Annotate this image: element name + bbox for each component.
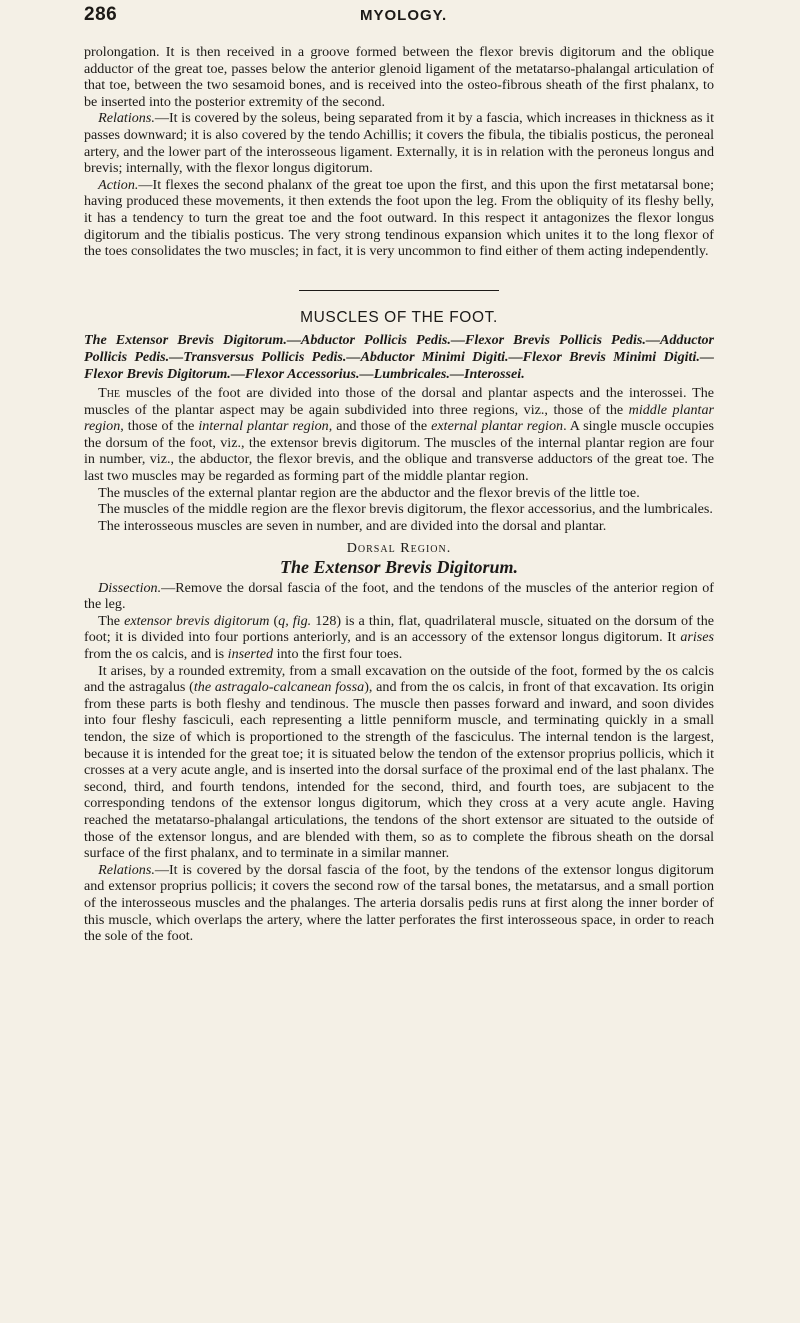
emphasis-text: the astragalo-calcanean fossa	[193, 679, 365, 696]
emphasis-text: middle plantar region	[84, 401, 714, 435]
paragraph-text: prolongation. It is then received in a groove formed between the flexor brevis digitorum and the oblique adductor of the great toe, passes below the anterior glenoid ligament of the metatarso-phalangal articulation of that toe, between the two sesamoid bones, and is received into the osteo-fibrous sheath of the first phalanx, to be inserted into the posterior extremity of the second.	[84, 44, 714, 110]
section-summary: The Extensor Brevis Digitorum.—Abductor Pollicis Pedis.—Flexor Brevis Pollicis Pedis.—Adductor Pollicis Pedis.—Transversus Pollicis Pedis.—Abductor Minimi Digiti.—Flexor Brevis Minimi Digiti.—Flexor Brevis Digitorum.—Flexor Accessorius.—Lumbricales.—Interossei.	[84, 332, 714, 382]
run-in-heading: Action.	[98, 176, 139, 193]
paragraph-description	[84, 613, 714, 663]
paragraph-text: —Remove the dorsal fascia of the foot, and the tendons of the muscles of the anterior region of the leg.	[84, 579, 714, 613]
paragraph-origin	[84, 663, 714, 862]
paragraph-text: , those of the	[120, 418, 199, 435]
paragraph-text: —It is covered by the soleus, being separated from it by a fascia, which increases in thickness as it passes downward; it is also covered by the tendo Achillis; it covers the fibula, the tibialis posticus, the peroneal artery, and the lower part of the interosseous ligament. Externally, it is in relation with the peroneus longus and brevis; internally, with the flexor longus digitorum.	[84, 110, 714, 177]
muscle-title: The Extensor Brevis Digitorum.	[279, 557, 519, 578]
paragraph-dorsal-relations	[84, 862, 714, 945]
paragraph-text: into the first four toes.	[273, 646, 403, 662]
horizontal-rule	[299, 290, 499, 291]
page-header	[84, 4, 712, 30]
paragraph-text: (	[269, 612, 279, 629]
emphasis-text: arises	[680, 629, 714, 646]
section-divider	[84, 260, 714, 306]
paragraph-intro	[84, 385, 714, 485]
run-in-heading: Dissection.	[98, 579, 162, 596]
paragraph-prolongation	[84, 44, 714, 110]
run-in-heading: Relations.	[98, 861, 155, 878]
paragraph-text: The muscles of the external plantar region are the abductor and the flexor brevis of the little toe.	[98, 484, 640, 501]
figure-reference: q, fig.	[278, 612, 312, 629]
paragraph-middle-region	[84, 501, 714, 518]
section-title: MUSCLES OF THE FOOT.	[300, 308, 498, 326]
page-number: 286	[84, 4, 118, 25]
paragraph-external-region	[84, 485, 714, 502]
paragraph-text: It arises, by a rounded extremity, from a small excavation on the outside of the foot, formed by the os calcis and the astragalus (	[84, 662, 714, 696]
paragraph-text: —It flexes the second phalanx of the great toe upon the first, and this upon the first metatarsal bone; having produced these movements, it then extends the foot upon the leg. From the obliquity of its fleshy belly, it has a tendency to turn the great toe and the foot outward. In this respect it antagonizes the flexor longus digitorum and the tibialis posticus. The very strong tendinous expansion which unites it to the long flexor of the toes consolidates the two muscles; in fact, it is very uncommon to find either of them acting independently.	[84, 176, 714, 260]
paragraph-interosseous	[84, 518, 714, 535]
paragraph-text: muscles of the foot are divided into those of the dorsal and plantar aspects and the interossei. The muscles of the plantar aspect may be again subdivided into three regions, viz., those of the	[84, 385, 714, 418]
small-caps-lead: The	[98, 385, 121, 402]
paragraph-text: , and those of the	[328, 418, 432, 435]
running-head: MYOLOGY.	[360, 7, 448, 24]
paragraph-text: —It is covered by the dorsal fascia of the foot, by the tendons of the extensor longus digitorum and extensor proprius pollicis; it covers the second row of the tarsal bones, the metatarsus, and a small portion of the interosseous muscles and the phalanges. The arteria dorsalis pedis runs at first along the inner border of this muscle, which overlaps the artery, where the latter perforates the first interosseous space, in order to reach the sole of the foot.	[84, 861, 714, 945]
paragraph-relations	[84, 110, 714, 176]
page-body	[84, 44, 714, 945]
emphasis-text: external plantar region	[431, 418, 564, 435]
paragraph-action	[84, 177, 714, 260]
paragraph-dissection	[84, 580, 714, 613]
paragraph-text: The interosseous muscles are seven in number, and are divided into the dorsal and plantar.	[98, 517, 607, 534]
paragraph-text: The muscles of the middle region are the flexor brevis digitorum, the flexor accessorius, and the lumbricales.	[98, 501, 713, 518]
emphasis-text: extensor brevis digitorum	[124, 612, 270, 629]
emphasis-text: internal plantar region	[198, 418, 329, 435]
run-in-heading: Relations.	[98, 110, 155, 127]
region-heading: Dorsal Region.	[346, 540, 452, 557]
paragraph-text: . A single muscle occupies the dorsum of the foot, viz., the extensor brevis digitorum. The muscles of the internal plantar region are four in number, viz., the abductor, the flexor brevis, and the oblique and transverse adductors of the great toe. The last two muscles may be regarded as forming part of the middle plantar region.	[84, 418, 714, 485]
paragraph-text: The	[98, 612, 125, 629]
paragraph-text: 128) is a thin, flat, quadrilateral muscle, situated on the dorsum of the foot; it is divided into four portions anteriorly, and is an accessory of the extensor longus digitorum. It	[84, 612, 715, 646]
paragraph-text: from the os calcis, and is	[84, 646, 228, 662]
paragraph-text: ), and from the os calcis, in front of that excavation. Its origin from these parts is both fleshy and tendinous. The muscle then passes forward and inward, and soon divides into four fleshy fasciculi, each representing a little penniform muscle, and terminating quickly in a small tendon, the size of which is proportioned to the strength of the fasciculus. The internal tendon is the largest, because it is intended for the great toe; it is situated below the tendon of the extensor proprius pollicis, which it crosses at a very acute angle, and is inserted into the dorsal surface of the proximal end of the last phalanx. The second, third, and fourth tendons, intended for the second, third, and fourth toes, are subjacent to the corresponding tendons of the extensor longus digitorum, which they cross at a very acute angle. Having reached the metatarso-phalangal articulations, the tendons of the short extensor are situated to the outside of those of the extensor longus, and are blended with them, so as to complete the fibrous sheath on the dorsal surface of the first phalanx, and to terminate in a similar manner.	[84, 679, 715, 862]
emphasis-text: inserted	[227, 646, 274, 662]
